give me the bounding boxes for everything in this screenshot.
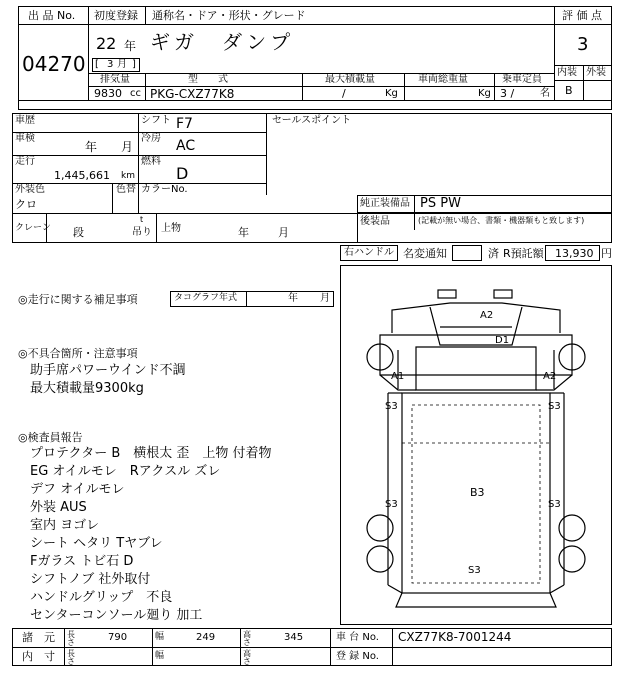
selling-points-label: セールスポイント <box>272 115 352 126</box>
recycle-amount: 13,930 <box>555 247 594 260</box>
inspection-month-unit: 月 <box>121 140 134 154</box>
mark-s3-bottom: S3 <box>468 565 481 576</box>
max-load-value: / <box>342 87 346 100</box>
chassis-label: 車 台 No. <box>336 632 379 643</box>
gross-weight-unit: Kg <box>478 88 491 99</box>
upper-year-unit: 年 <box>238 226 249 239</box>
mark-a1: A1 <box>391 371 405 382</box>
capacity-label: 乗車定員 <box>502 74 542 85</box>
bracket-left: [ <box>95 59 99 70</box>
max-load-unit: Kg <box>385 88 398 99</box>
specs-label: 諸 元 <box>22 631 55 644</box>
lot-number: 04270 <box>22 52 86 76</box>
height-label: 高さ <box>243 630 251 647</box>
mileage-value: 1,445,661 <box>54 169 110 182</box>
capacity-value: 3 / <box>500 87 515 100</box>
width-label: 幅 <box>155 632 165 642</box>
inspector-line: 外装 AUS <box>30 500 87 515</box>
defect-line: 最大積載量9300kg <box>30 381 144 396</box>
capacity-unit: 名 <box>540 88 550 99</box>
mark-d1: D1 <box>495 335 510 346</box>
defect-line: 助手席パワーウインド不調 <box>30 363 186 378</box>
model-label: 型 式 <box>188 74 228 85</box>
inspector-line: ハンドルグリップ 不良 <box>30 590 173 605</box>
inspector-line: センターコンソール廻り 加工 <box>30 608 203 623</box>
first-reg-label: 初度登録 <box>94 9 138 22</box>
driving-title: ◎走行に関する補足事項 <box>18 293 138 306</box>
recycle-unit: 円 <box>601 247 612 260</box>
fuel-label: 燃料 <box>141 156 161 167</box>
inspector-line: EG オイルモレ Rアクスル ズレ <box>30 464 221 479</box>
exterior-label: 外装 <box>586 67 606 78</box>
ac-value: AC <box>176 138 196 154</box>
crane-stage-unit: 段 <box>73 226 84 239</box>
crane-label: クレーン <box>15 223 51 233</box>
displacement-value: 9830 <box>94 87 122 100</box>
equipment-label: 純正装備品 <box>360 198 410 209</box>
mark-a2-top: A2 <box>480 310 494 321</box>
displacement-label: 排気量 <box>100 74 130 85</box>
model-value: PKG-CXZ77K8 <box>150 87 235 101</box>
crane-hang-unit: 吊り <box>132 227 152 238</box>
displacement-unit: cc <box>130 88 141 99</box>
interior-label: 内装 <box>557 67 577 78</box>
inspection-year-unit: 年 <box>85 140 98 154</box>
inspector-line: シート ヘタリ Tヤブレ <box>30 536 163 551</box>
first-reg-month: 3 <box>107 59 114 70</box>
name-label: 通称名・ドア・形状・グレード <box>152 9 306 22</box>
tacho-label: タコグラフ年式 <box>174 293 238 303</box>
mileage-unit: km <box>121 171 135 181</box>
defects-title: ◎不具合箇所・注意事項 <box>18 347 138 360</box>
width-value: 249 <box>196 632 216 643</box>
score-label: 評 価 点 <box>562 9 602 22</box>
name-change-box <box>452 245 482 261</box>
mark-b3: B3 <box>470 486 485 499</box>
name-change-label: 名変通知 <box>403 247 447 260</box>
inspection-label: 車検 <box>15 133 35 144</box>
max-load-label: 最大積載量 <box>325 74 375 85</box>
shift-value: F7 <box>176 116 193 132</box>
recycle-label: R預託額 <box>503 247 544 260</box>
mark-s3-left-lower: S3 <box>385 499 398 510</box>
gross-weight-label: 車両総重量 <box>418 74 468 85</box>
first-reg-year: 22 <box>96 34 117 53</box>
inspector-line: プロテクター B 横根太 歪 上物 付着物 <box>30 446 272 461</box>
history-label: 車歴 <box>15 115 35 126</box>
cargo-height-label: 高さ <box>243 649 251 666</box>
length-label: 長さ <box>67 630 75 647</box>
rhd-label: 右ハンドル <box>344 247 394 258</box>
car-name: ギガ ダンプ <box>150 30 295 54</box>
inspector-line: デフ オイルモレ <box>30 482 125 497</box>
fuel-value: D <box>176 164 189 183</box>
inspector-title: ◎検査員報告 <box>18 431 83 444</box>
tacho-year-unit: 年 <box>288 293 298 304</box>
mark-s3-right-lower: S3 <box>548 499 561 510</box>
color-value: クロ <box>15 198 37 211</box>
color-change-label: 色替 <box>116 184 136 195</box>
first-reg-month-unit: 月 <box>117 59 127 70</box>
score-value: 3 <box>577 34 589 55</box>
aftermarket-note: (記載が無い場合、書類・機器類もと致します) <box>418 216 585 225</box>
color-label: 外装色 <box>15 184 45 195</box>
inspector-line: シフトノブ 社外取付 <box>30 572 151 587</box>
aftermarket-label: 後装品 <box>360 216 390 227</box>
cargo-label: 内 寸 <box>22 650 55 663</box>
first-reg-year-unit: 年 <box>124 39 137 53</box>
recycle-mark: 済 <box>488 247 499 260</box>
color-code-label: カラーNo. <box>141 184 188 195</box>
crane-ton-unit: t <box>140 215 144 224</box>
mark-a2-right: A2 <box>543 371 557 382</box>
mark-s3-left-upper: S3 <box>385 401 398 412</box>
cargo-width-label: 幅 <box>155 651 165 661</box>
height-value: 345 <box>284 632 304 643</box>
mark-s3-right-upper: S3 <box>548 401 561 412</box>
tacho-month-unit: 月 <box>320 293 330 304</box>
length-value: 790 <box>108 632 128 643</box>
cargo-length-label: 長さ <box>67 649 75 666</box>
interior-grade: B <box>565 84 573 97</box>
upper-month-unit: 月 <box>278 226 289 239</box>
ac-label: 冷房 <box>141 133 161 144</box>
lot-label: 出 品 No. <box>28 9 76 22</box>
chassis-value: CXZ77K8-7001244 <box>398 630 512 644</box>
mileage-label: 走行 <box>15 156 35 167</box>
shift-label: シフト <box>141 115 171 126</box>
inspector-line: 室内 ヨゴレ <box>30 518 100 533</box>
upper-label: 上物 <box>161 223 181 234</box>
equipment-value: PS PW <box>420 196 461 211</box>
reg-label: 登 録 No. <box>336 651 379 662</box>
inspector-line: Fガラス トビ石 D <box>30 554 134 569</box>
bracket-right: ] <box>132 59 136 70</box>
